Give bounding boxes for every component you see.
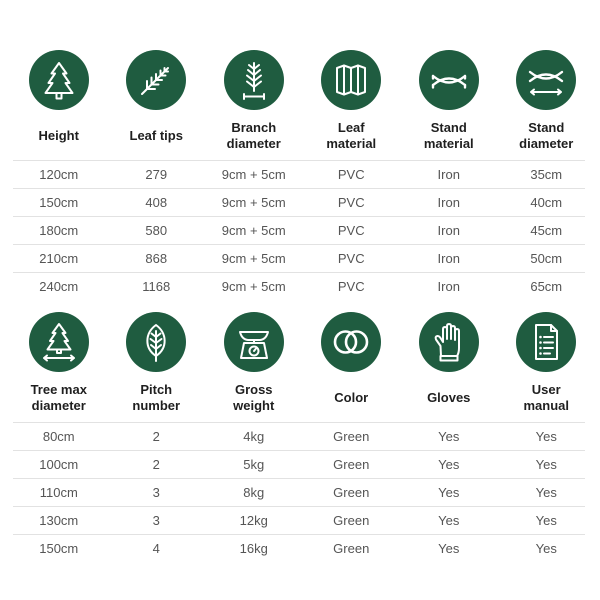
column-header-color xyxy=(303,378,401,418)
leaf-material-value: PVC xyxy=(337,166,365,182)
table-row xyxy=(10,188,595,216)
user-manual-value: Yes xyxy=(535,540,557,556)
color-value: Green xyxy=(333,484,370,500)
header-line: Branch xyxy=(231,120,277,135)
leaf-tips-value: 868 xyxy=(145,250,168,266)
gross-weight-value: 5kg xyxy=(243,456,265,472)
header-line: Gross xyxy=(234,382,273,397)
color-value: Green xyxy=(333,512,370,528)
height-value: 150cm xyxy=(39,194,79,210)
column-header-gross-weight xyxy=(205,378,303,418)
stand-material-value: Iron xyxy=(437,250,460,266)
icon-cell xyxy=(10,312,108,372)
christmas-tree-icon xyxy=(29,50,89,110)
header-line: diameter xyxy=(226,136,281,151)
gross-weight-value: 12kg xyxy=(239,512,268,528)
spec-section-details xyxy=(10,312,595,562)
branch-diameter-value: 9cm + 5cm xyxy=(221,278,286,294)
header-line: Height xyxy=(38,128,79,143)
icon-cell xyxy=(108,50,206,110)
pine-sprig-icon xyxy=(126,50,186,110)
branch-diameter-value: 9cm + 5cm xyxy=(221,222,286,238)
user-manual-value: Yes xyxy=(535,456,557,472)
header-line: Tree max xyxy=(30,382,87,397)
table-row xyxy=(10,450,595,478)
icon-cell xyxy=(400,312,498,372)
color-value: Green xyxy=(333,540,370,556)
tree-max-diameter-value: 130cm xyxy=(39,512,79,528)
color-value: Green xyxy=(333,428,370,444)
column-header-tree-max-diameter xyxy=(10,378,108,418)
header-row xyxy=(10,116,595,156)
document-icon xyxy=(516,312,576,372)
leaf-tips-value: 279 xyxy=(145,166,168,182)
column-header-user-manual xyxy=(498,378,596,418)
height-value: 180cm xyxy=(39,222,79,238)
stand-diameter-value: 45cm xyxy=(530,222,563,238)
pitch-number-value: 4 xyxy=(152,540,160,556)
header-line: Pitch xyxy=(140,382,173,397)
spec-section-dimensions xyxy=(10,50,595,300)
tree-max-diameter-value: 110cm xyxy=(39,484,78,500)
leaf-tips-value: 580 xyxy=(145,222,168,238)
table-row xyxy=(10,160,595,188)
icon-cell xyxy=(205,50,303,110)
icon-cell xyxy=(498,50,596,110)
branch-diameter-value: 9cm + 5cm xyxy=(221,250,286,266)
stand-material-value: Iron xyxy=(437,166,460,182)
pitch-number-value: 2 xyxy=(152,456,160,472)
leaf-icon xyxy=(126,312,186,372)
stand-diameter-value: 65cm xyxy=(530,278,563,294)
header-line: material xyxy=(423,136,474,151)
gloves-value: Yes xyxy=(438,428,460,444)
branch-diameter-value: 9cm + 5cm xyxy=(221,194,286,210)
user-manual-value: Yes xyxy=(535,428,557,444)
glove-icon xyxy=(419,312,479,372)
stand-material-value: Iron xyxy=(437,222,460,238)
leaf-material-value: PVC xyxy=(337,222,365,238)
gross-weight-value: 8kg xyxy=(243,484,265,500)
icon-cell xyxy=(303,50,401,110)
branch-diameter-value: 9cm + 5cm xyxy=(221,166,286,182)
table-row xyxy=(10,478,595,506)
leaf-tips-value: 408 xyxy=(145,194,168,210)
gloves-value: Yes xyxy=(438,484,460,500)
user-manual-value: Yes xyxy=(535,512,557,528)
table-row xyxy=(10,272,595,300)
header-line: manual xyxy=(523,398,569,413)
leaf-tips-value: 1168 xyxy=(142,278,171,294)
folded-material-icon xyxy=(321,50,381,110)
gloves-value: Yes xyxy=(438,456,460,472)
table-row xyxy=(10,216,595,244)
column-header-leaf-material xyxy=(303,116,401,156)
header-line: User xyxy=(531,382,561,397)
icon-cell xyxy=(498,312,596,372)
header-row xyxy=(10,378,595,418)
leaf-material-value: PVC xyxy=(337,278,365,294)
table-row xyxy=(10,244,595,272)
pitch-number-value: 2 xyxy=(152,428,160,444)
stand-icon xyxy=(419,50,479,110)
stand-diameter-value: 40cm xyxy=(530,194,563,210)
gloves-value: Yes xyxy=(438,540,460,556)
header-line: Leaf tips xyxy=(129,128,183,143)
stand-diameter-value: 35cm xyxy=(530,166,563,182)
pitch-number-value: 3 xyxy=(152,484,160,500)
stand-material-value: Iron xyxy=(437,194,460,210)
icon-row xyxy=(10,50,595,110)
user-manual-value: Yes xyxy=(535,484,557,500)
column-header-pitch-number xyxy=(108,378,206,418)
header-line: number xyxy=(132,398,181,413)
scale-icon xyxy=(224,312,284,372)
header-line: Stand xyxy=(430,120,467,135)
overlapping-circles-icon xyxy=(321,312,381,372)
header-line: Gloves xyxy=(427,390,471,405)
height-value: 210cm xyxy=(39,250,79,266)
table-row xyxy=(10,534,595,562)
stand-material-value: Iron xyxy=(437,278,460,294)
gloves-value: Yes xyxy=(438,512,460,528)
column-header-height xyxy=(10,116,108,156)
height-value: 120cm xyxy=(39,166,79,182)
tree-max-diameter-value: 80cm xyxy=(42,428,75,444)
tree-diameter-icon xyxy=(29,312,89,372)
header-line: diameter xyxy=(31,398,86,413)
icon-cell xyxy=(205,312,303,372)
stand-diameter-icon xyxy=(516,50,576,110)
column-header-gloves xyxy=(400,378,498,418)
leaf-material-value: PVC xyxy=(337,250,365,266)
table-row xyxy=(10,422,595,450)
header-line: Leaf xyxy=(337,120,365,135)
height-value: 240cm xyxy=(39,278,79,294)
pitch-number-value: 3 xyxy=(152,512,160,528)
stand-diameter-value: 50cm xyxy=(530,250,563,266)
spec-table xyxy=(10,422,595,562)
column-header-branch-diameter xyxy=(205,116,303,156)
gross-weight-value: 4kg xyxy=(243,428,265,444)
table-row xyxy=(10,506,595,534)
gross-weight-value: 16kg xyxy=(239,540,268,556)
icon-cell xyxy=(10,50,108,110)
header-line: diameter xyxy=(519,136,574,151)
tree-max-diameter-value: 150cm xyxy=(39,540,79,556)
color-value: Green xyxy=(333,456,370,472)
icon-cell xyxy=(303,312,401,372)
branch-diameter-icon xyxy=(224,50,284,110)
icon-cell xyxy=(108,312,206,372)
spec-table xyxy=(10,160,595,300)
header-line: material xyxy=(326,136,377,151)
leaf-material-value: PVC xyxy=(337,194,365,210)
icon-cell xyxy=(400,50,498,110)
header-line: weight xyxy=(233,398,275,413)
column-header-stand-material xyxy=(400,116,498,156)
column-header-stand-diameter xyxy=(498,116,596,156)
header-line: Color xyxy=(334,390,369,405)
column-header-leaf-tips xyxy=(108,116,206,156)
icon-row xyxy=(10,312,595,372)
header-line: Stand xyxy=(528,120,565,135)
tree-max-diameter-value: 100cm xyxy=(39,456,79,472)
